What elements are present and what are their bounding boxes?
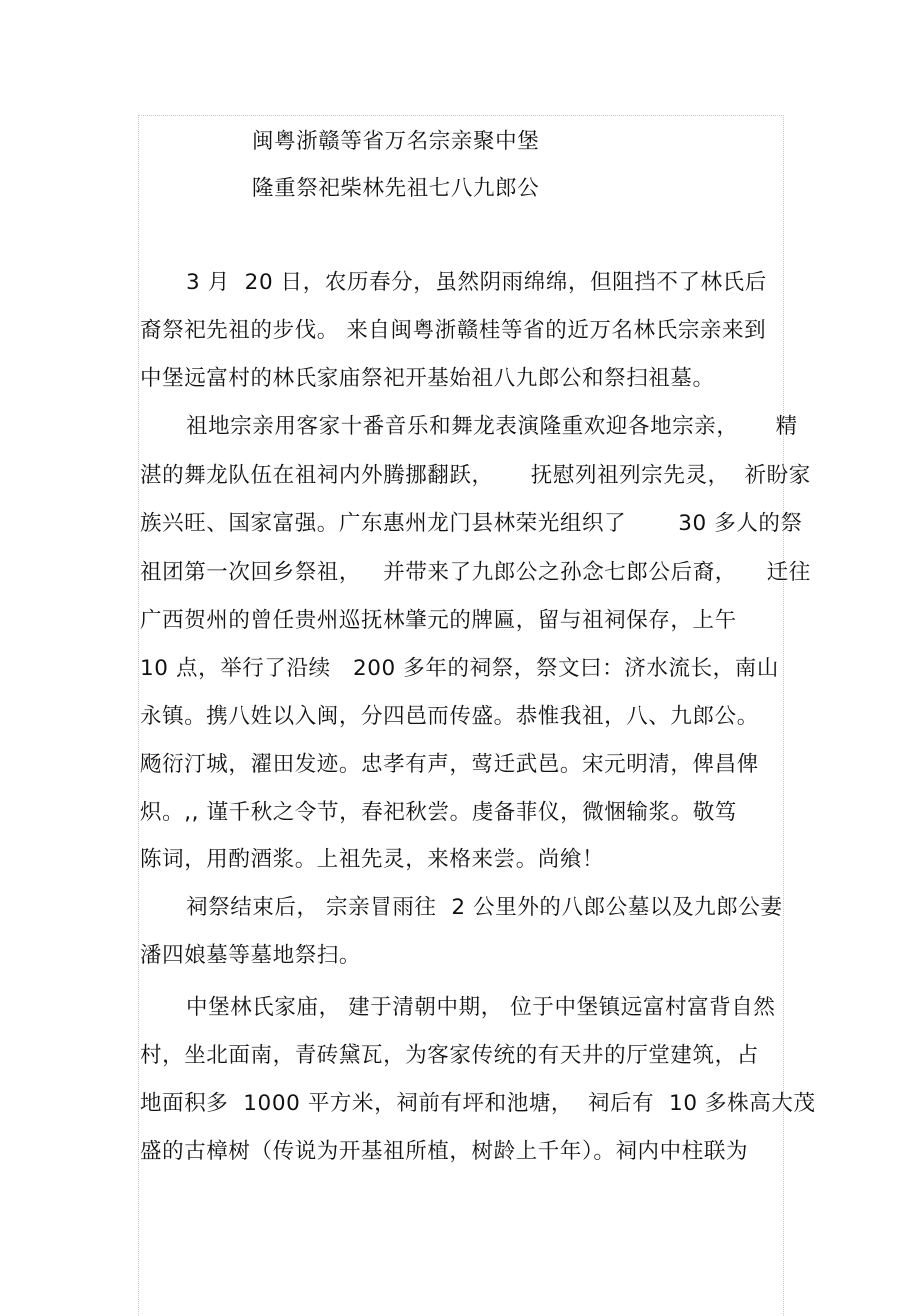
body-text-line: 族兴旺、国家富强。广东惠州龙门县林荣光组织了 30 多人的祭	[140, 511, 803, 536]
body-text-line: 10 点，举行了沿续 200 多年的祠祭，祭文曰：济水流长，南山	[140, 656, 779, 681]
body-text-line: 地面积多 1000 平方米，祠前有坪和池塘， 祠后有 10 多株高大茂	[140, 1091, 816, 1116]
body-text-line: 永镇。携八姓以入闽，分四邑而传盛。恭惟我祖，八、九郎公。	[140, 704, 759, 729]
body-text-line: 中堡远富村的林氏家庙祭祀开基始祖八九郎公和祭扫祖墓。	[140, 366, 715, 391]
body-text-line: 炽。,, 谨千秋之令节，春祀秋尝。虔备菲仪，微悃输浆。敬笃	[140, 800, 737, 825]
title-line-2: 隆重祭祀柴林先祖七八九郎公	[252, 176, 540, 201]
body-text-line: 中堡林氏家庙， 建于清朝中期， 位于中堡镇远富村富背自然	[186, 995, 776, 1020]
title-line-1: 闽粤浙赣等省万名宗亲聚中堡	[252, 129, 540, 154]
body-text-line: 潘四娘墓等墓地祭扫。	[140, 943, 362, 968]
body-text-line: 陈词，用酌酒浆。上祖先灵，来格来尝。尚飨！	[140, 847, 605, 872]
body-text-line: 村，坐北面南，青砖黛瓦，为客家传统的有天井的厅堂建筑，占	[140, 1043, 759, 1068]
body-text-line: 盛的古樟树（传说为开基祖所植，树龄上千年）。祠内中柱联为	[140, 1139, 749, 1164]
body-text-line: 飏衍汀城，濯田发迹。忠孝有声，莺迁武邑。宋元明清，俾昌俾	[140, 752, 759, 777]
body-text-line: 祠祭结束后， 宗亲冒雨往 2 公里外的八郎公墓以及九郎公妻	[186, 895, 783, 920]
body-text-line: 3 月 20 日，农历春分，虽然阴雨绵绵，但阻挡不了林氏后	[186, 270, 767, 295]
body-text-line: 裔祭祀先祖的步伐。 来自闽粤浙赣桂等省的近万名林氏宗亲来到	[140, 318, 767, 343]
body-text-line: 祖地宗亲用客家十番音乐和舞龙表演隆重欢迎各地宗亲， 精	[186, 414, 798, 439]
body-text-line: 湛的舞龙队伍在祖祠内外腾挪翻跃， 抚慰列祖列宗先灵， 祈盼家	[140, 463, 811, 488]
body-text-line: 祖团第一次回乡祭祖， 并带来了九郎公之孙念七郎公后裔， 迁往	[140, 560, 811, 585]
body-text-line: 广西贺州的曾任贵州巡抚林肇元的牌匾，留与祖祠保存，上午	[140, 608, 737, 633]
